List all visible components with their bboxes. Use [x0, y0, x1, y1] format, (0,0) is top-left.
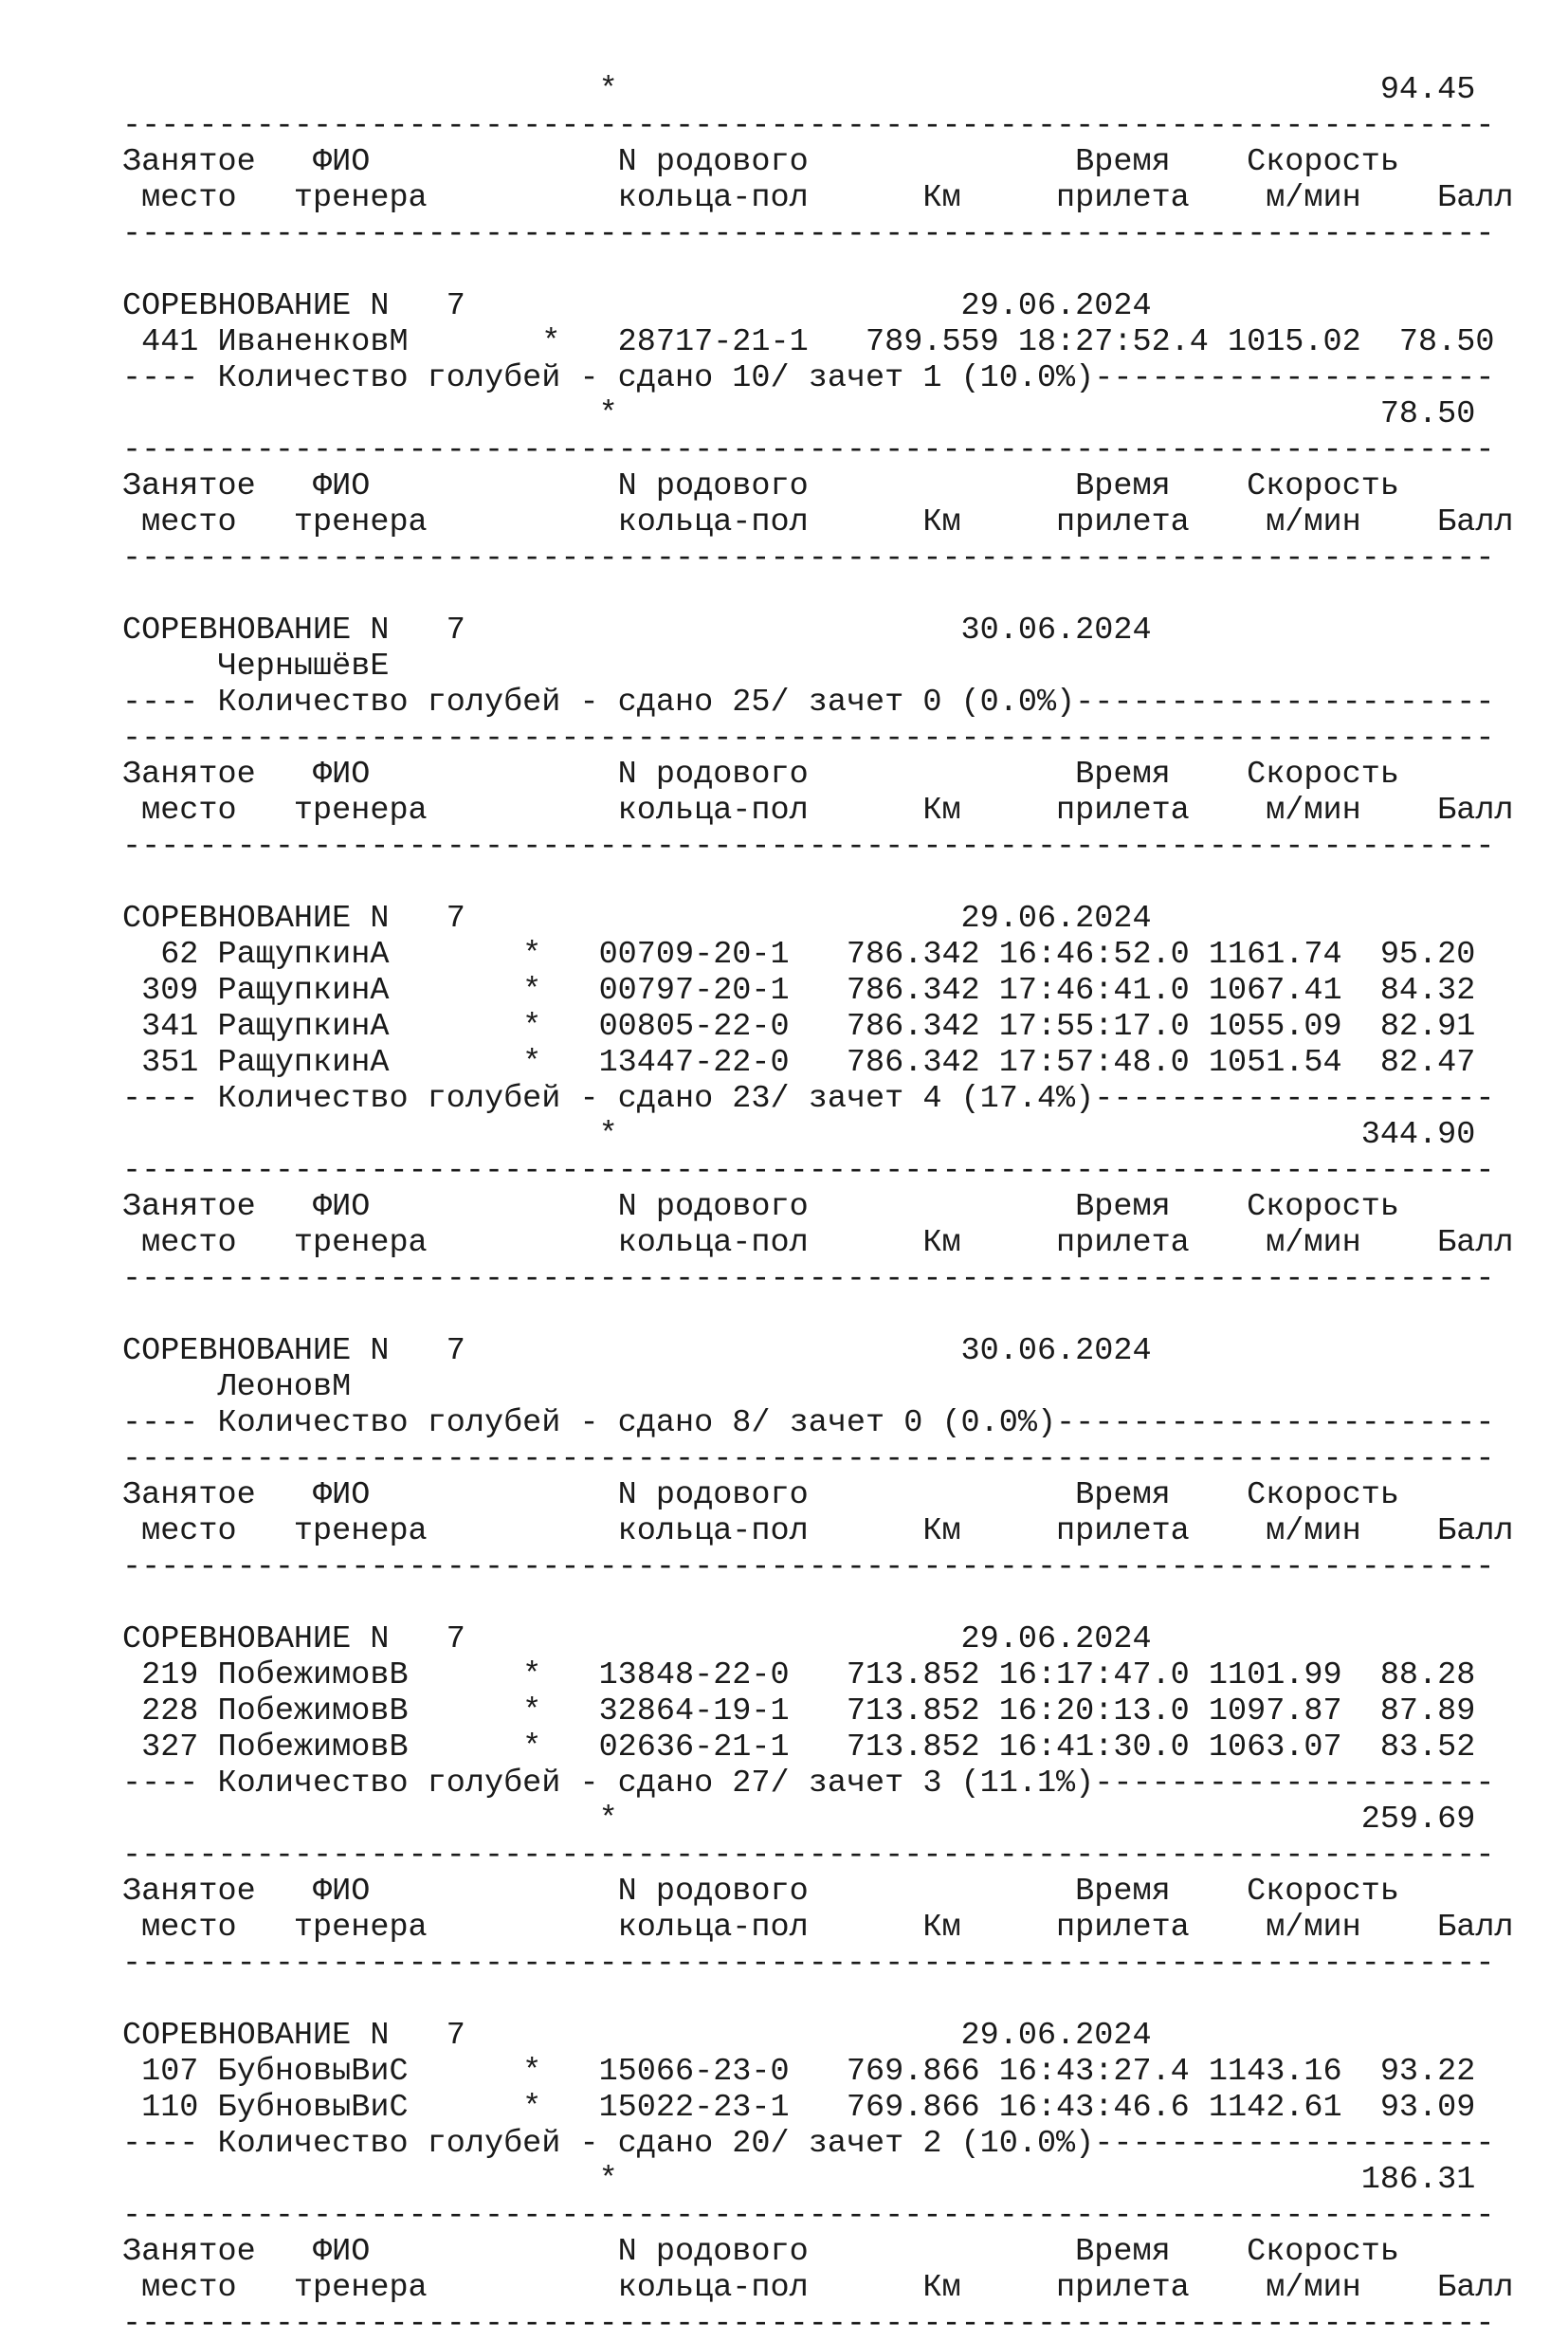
column-header-line: Занятое ФИО N родового Время Скорость — [122, 1189, 1399, 1225]
column-header-line: Занятое ФИО N родового Время Скорость — [122, 2234, 1399, 2270]
results-printout — [122, 72, 1514, 2342]
competition-header-line: СОРЕВНОВАНИЕ N 7 30.06.2024 — [122, 613, 1152, 649]
column-header-line: место тренера кольца-пол Км прилета м/мин Балл — [122, 1910, 1514, 1946]
separator-line: ------------------------------------------------------------------------ — [122, 216, 1495, 252]
column-header-line: место тренера кольца-пол Км прилета м/мин Балл — [122, 793, 1514, 829]
column-header-line: место тренера кольца-пол Км прилета м/мин Балл — [122, 180, 1514, 216]
summary-line: ---- Количество голубей - сдано 27/ зачет 3 (11.1%)--------------------- — [122, 1766, 1495, 1802]
result-row: 441 ИваненковМ * 28717-21-1 789.559 18:27:52.4 1015.02 78.50 — [122, 324, 1495, 360]
total-line: * 94.45 — [122, 72, 1476, 108]
result-row: 341 РащупкинА * 00805-22-0 786.342 17:55:17.0 1055.09 82.91 — [122, 1009, 1476, 1045]
result-row: ЧернышёвЕ — [122, 649, 390, 685]
separator-line: ------------------------------------------------------------------------ — [122, 108, 1495, 144]
separator-line: ------------------------------------------------------------------------ — [122, 1946, 1495, 1982]
column-header-line: Занятое ФИО N родового Время Скорость — [122, 468, 1399, 504]
column-header-line: Занятое ФИО N родового Время Скорость — [122, 1477, 1399, 1513]
summary-line: ---- Количество голубей - сдано 23/ зачет 4 (17.4%)--------------------- — [122, 1081, 1495, 1117]
separator-line: ------------------------------------------------------------------------ — [122, 1441, 1495, 1477]
total-line: * 186.31 — [122, 2162, 1476, 2198]
blank-line — [122, 252, 1514, 288]
competition-header-line: СОРЕВНОВАНИЕ N 7 29.06.2024 — [122, 1621, 1152, 1657]
separator-line: ------------------------------------------------------------------------ — [122, 432, 1495, 468]
result-row: 110 БубновыВиС * 15022-23-1 769.866 16:43:46.6 1142.61 93.09 — [122, 2090, 1476, 2126]
column-header-line: Занятое ФИО N родового Время Скорость — [122, 1874, 1399, 1910]
column-header-line: Занятое ФИО N родового Время Скорость — [122, 757, 1399, 793]
competition-header-line: СОРЕВНОВАНИЕ N 7 30.06.2024 — [122, 1333, 1152, 1369]
result-row: ЛеоновМ — [122, 1369, 352, 1405]
column-header-line: место тренера кольца-пол Км прилета м/мин Балл — [122, 1225, 1514, 1261]
summary-line: ---- Количество голубей - сдано 10/ зачет 1 (10.0%)--------------------- — [122, 360, 1495, 396]
separator-line: ------------------------------------------------------------------------ — [122, 829, 1495, 865]
result-row: 327 ПобежимовВ * 02636-21-1 713.852 16:41:30.0 1063.07 83.52 — [122, 1729, 1476, 1766]
column-header-line: Занятое ФИО N родового Время Скорость — [122, 144, 1399, 180]
summary-line: ---- Количество голубей - сдано 25/ зачет 0 (0.0%)---------------------- — [122, 685, 1495, 721]
column-header-line: место тренера кольца-пол Км прилета м/мин Балл — [122, 2270, 1514, 2306]
summary-line: ---- Количество голубей - сдано 20/ зачет 2 (10.0%)--------------------- — [122, 2126, 1495, 2162]
column-header-line: место тренера кольца-пол Км прилета м/мин Балл — [122, 504, 1514, 540]
competition-header-line: СОРЕВНОВАНИЕ N 7 29.06.2024 — [122, 288, 1152, 324]
separator-line: ------------------------------------------------------------------------ — [122, 1838, 1495, 1874]
separator-line: ------------------------------------------------------------------------ — [122, 1261, 1495, 1297]
competition-header-line: СОРЕВНОВАНИЕ N 7 29.06.2024 — [122, 901, 1152, 937]
separator-line: ------------------------------------------------------------------------ — [122, 1549, 1495, 1585]
separator-line: ------------------------------------------------------------------------ — [122, 2198, 1495, 2234]
summary-line: ---- Количество голубей - сдано 8/ зачет 0 (0.0%)----------------------- — [122, 1405, 1495, 1441]
result-row: 351 РащупкинА * 13447-22-0 786.342 17:57:48.0 1051.54 82.47 — [122, 1045, 1476, 1081]
result-row: 309 РащупкинА * 00797-20-1 786.342 17:46:41.0 1067.41 84.32 — [122, 973, 1476, 1009]
result-row: 62 РащупкинА * 00709-20-1 786.342 16:46:52.0 1161.74 95.20 — [122, 937, 1476, 973]
separator-line: ------------------------------------------------------------------------ — [122, 1153, 1495, 1189]
blank-line — [122, 576, 1514, 613]
result-row: 107 БубновыВиС * 15066-23-0 769.866 16:43:27.4 1143.16 93.22 — [122, 2054, 1476, 2090]
blank-line — [122, 1297, 1514, 1333]
competition-header-line: СОРЕВНОВАНИЕ N 7 29.06.2024 — [122, 2018, 1152, 2054]
total-line: * 344.90 — [122, 1117, 1476, 1153]
separator-line: ------------------------------------------------------------------------ — [122, 721, 1495, 757]
separator-line: ------------------------------------------------------------------------ — [122, 540, 1495, 576]
separator-line: ------------------------------------------------------------------------ — [122, 2306, 1495, 2342]
total-line: * 78.50 — [122, 396, 1476, 432]
column-header-line: место тренера кольца-пол Км прилета м/мин Балл — [122, 1513, 1514, 1549]
blank-line — [122, 1585, 1514, 1621]
total-line: * 259.69 — [122, 1802, 1476, 1838]
blank-line — [122, 1982, 1514, 2018]
blank-line — [122, 865, 1514, 901]
result-row: 228 ПобежимовВ * 32864-19-1 713.852 16:20:13.0 1097.87 87.89 — [122, 1693, 1476, 1729]
result-row: 219 ПобежимовВ * 13848-22-0 713.852 16:17:47.0 1101.99 88.28 — [122, 1657, 1476, 1693]
